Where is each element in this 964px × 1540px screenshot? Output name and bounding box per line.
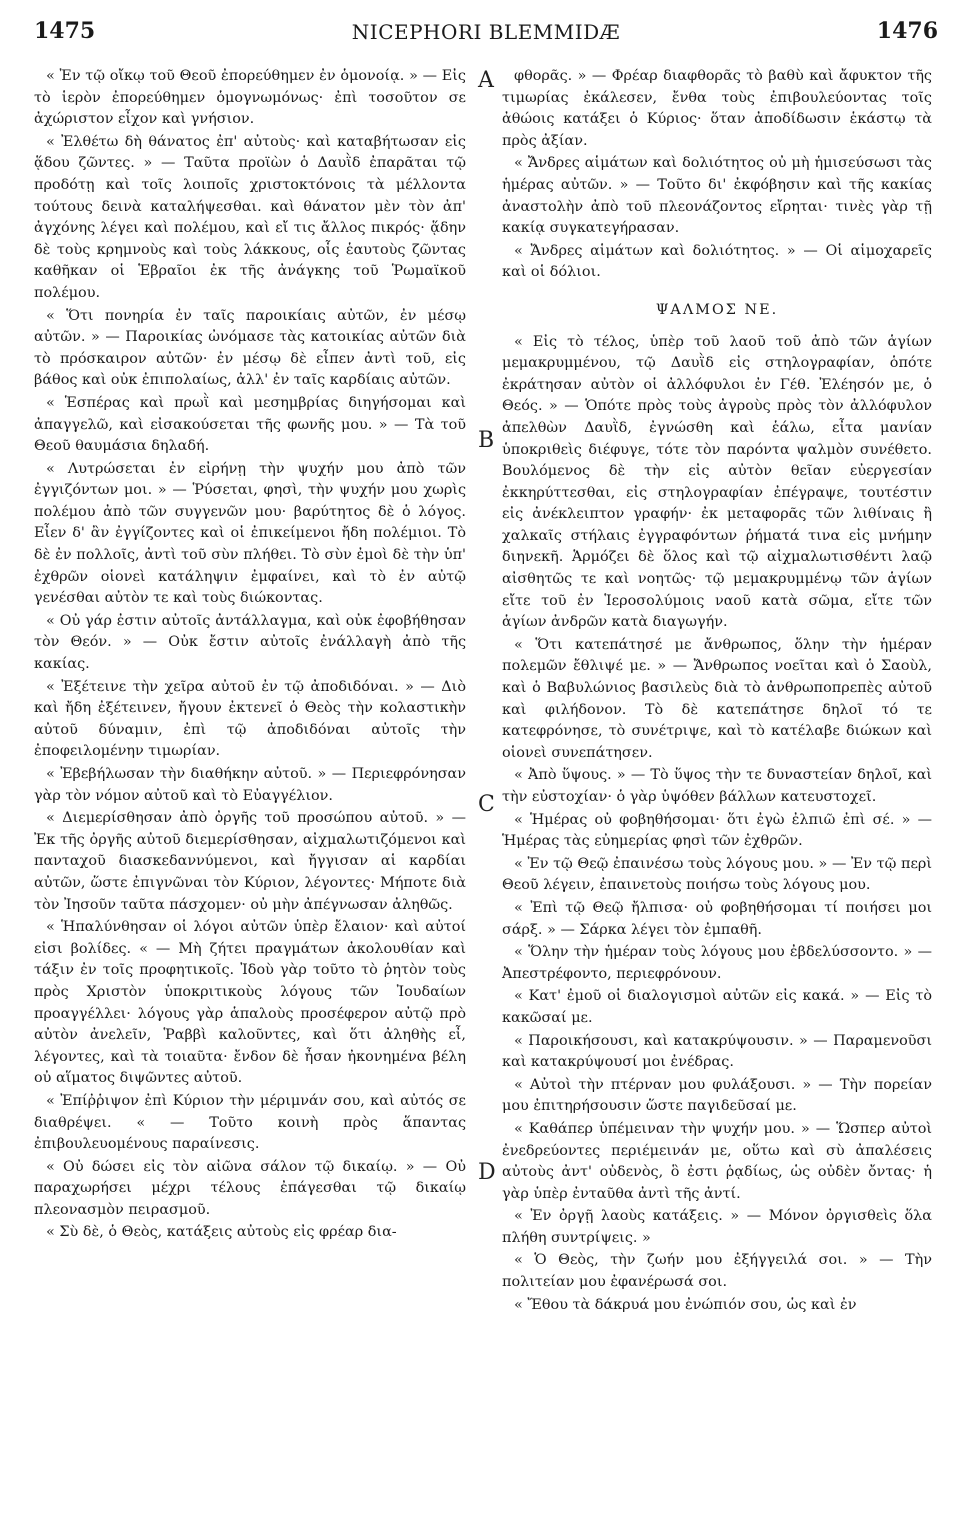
paragraph: « Ἡπαλύνθησαν οἱ λόγοι αὐτῶν ὑπὲρ ἔλαιον· καὶ αὐτοί εἰσι βολίδες. « — Μὴ ζήτει πραγμάτων ἀκολουθίαν καὶ τάξιν ἐν τοῖς προφητικοῖς. Ἰδοὺ γὰρ τοῦτο τὸ ῥητὸν τοὺς πρὸς Χριστὸν ὑποκριτικοὺς λόγους τῶν Ἰουδαίων προαγγέλλει· λόγους γὰρ ἁπαλοὺς προσέφερον αὐτῷ πρὸ αὐτὸν ἀνελεῖν, Ῥαββὶ καλοῦντες, καὶ ὅτι ἀληθὴς εἶ, λέγοντες, καὶ τὰ τοιαῦτα· ἔνδον δὲ ἦσαν ἠκονημένα βέλη οὐ αἵματος διψῶντες αὐτοῦ. <box>34 919 466 1087</box>
paragraph: « Ἐπὶ τῷ Θεῷ ἤλπισα· οὐ φοβηθήσομαι τί ποιήσει μοι σάρξ. » — Σάρκα λέγει τὸν ἐμπαθῆ. <box>502 899 932 938</box>
paragraph: « Ἄνδρες αἱμάτων καὶ δολιότητος οὐ μὴ ἡμισεύσωσι τὰς ἡμέρας αὐτῶν. » — Τοῦτο δι' ἐκφόβησιν καὶ τῆς κακίας ἀναστολὴν ἀπὸ τοῦ πλεονάζοντος εἴρηται· τινὲς γὰρ τῇ κακίᾳ συγκατεγήρασαν. <box>502 155 932 237</box>
paragraph: « Ἐλθέτω δὴ θάνατος ἐπ' αὐτοὺς· καὶ καταβήτωσαν εἰς ᾅδου ζῶντες. » — Ταῦτα προϊὼν ὁ Δαυῒδ ἐπαρᾶται τῷ προδότῃ καὶ τοῖς λοιποῖς χριστοκτόνοις τὰ μέλλοντα τούτους δεινὰ καταλήψεσθαι. καὶ θάνατον μὲν τὸν ἀπ' ἀγχόνης λέγει καὶ πολέμου, καὶ εἴ τις ἄλλος πικρός· ᾅδην δὲ τοὺς κρημνοὺς καὶ τοὺς λάκκους, οἷς ἑαυτοὺς ζῶντας καθῆκαν οἱ Ἑβραῖοι ἐκ τῆς ἀνάγκης τοῦ Ῥωμαϊκοῦ πολέμου. <box>34 133 466 301</box>
page-number-left: 1475 <box>34 18 96 44</box>
paragraph: « Ὅλην τὴν ἡμέραν τοὺς λόγους μου ἐβδελύσσοντο. » — Ἀπεστρέφοντο, περιεφρόνουν. <box>502 944 932 982</box>
margin-marker-c: C <box>478 792 495 817</box>
paragraph: « Ἄνδρες αἱμάτων καὶ δολιότητος. » — Οἱ αἱμοχαρεῖς καὶ οἱ δόλιοι. <box>502 242 932 281</box>
paragraph: « Ἐπίῤῥιψον ἐπὶ Κύριον τὴν μέριμνάν σου, καὶ αὐτός σε διαθρέψει. « — Τοῦτο κοινὴ πρὸς ἅπαντας ἐπιβουλευομένους παραίνεσις. <box>34 1092 466 1153</box>
paragraph: « Αὐτοὶ τὴν πτέρναν μου φυλάξουσι. » — Τὴν πορείαν μου ἐπιτηρήσουσιν ὥστε παγιδεῦσαί με. <box>502 1076 932 1115</box>
paragraph: « Εἰς τὸ τέλος, ὑπὲρ τοῦ λαοῦ τοῦ ἀπὸ τῶν ἁγίων μεμακρυμμένου, τῷ Δαυῒδ εἰς στηλογραφίαν, ὁπότε ἐκράτησαν αὐτὸν οἱ ἀλλόφυλοι ἐν Γέθ. Ἐλέησόν με, ὁ Θεός. » — Ὁπότε πρὸς τοὺς ἀγροὺς πρὸς τὸν ἀλλόφυλον ἀπελθὼν Δαυῒδ, ἐγνώσθη καὶ ἑάλω, εἶτα μανίαν ὑποκριθεὶς διέφυγε, τότε τὸν παρόντα ψαλμὸν συνέθετο. Βουλόμενος δὲ τὴν εἰς αὐτὸν θεῖαν εὐεργεσίαν ἐκκηρύττεσθαι, εἰς στηλογραφίαν ἐπέγραψε, τουτέστιν εἰς ἀνέκλειπτον γραφήν· ἐκ μεταφορᾶς τῶν λιθίναις ἢ χαλκαῖς στήλαις ἐγγραφόντων ῥήματά τινα εἰς μνήμην διηνεκῆ. Ἁρμόζει δὲ ὅλος καὶ τῷ αἰχμαλωτισθέντι λαῷ αἰσθητῶς τε καὶ νοητῶς· τῷ μεμακρυμμένῳ τῶν ἁγίων εἴτε τοῦ ἐν Ἱεροσολύμοις ναοῦ κατὰ σῶμα, εἴτε τῶν ἁγίων ἀνδρῶν κατὰ διαγωγήν. <box>502 333 932 631</box>
paragraph: « Ἐν τῷ Θεῷ ἐπαινέσω τοὺς λόγους μου. » — Ἐν τῷ περὶ Θεοῦ λέγειν, ἐπαινετοὺς ποιήσω τοὺς λόγους μου. <box>502 855 932 894</box>
paragraph: « Διεμερίσθησαν ἀπὸ ὀργῆς τοῦ προσώπου αὐτοῦ. » — Ἐκ τῆς ὀργῆς αὐτοῦ διεμερίσθησαν, αἰχμαλωτιζόμενοι καὶ πανταχοῦ διασκεδαννύμενοι, καὶ ἤγγισαν αἱ καρδίαι αὐτῶν, ὥστε ἐπιγνῶναι τὸν Κύριον, λέγοντες· Μήποτε διὰ τὸν Ἰησοῦν ταῦτα πάσχομεν· οὐ μὴν ἀπέγνωσαν ἀληθῶς. <box>34 810 466 913</box>
paragraph: « Καθάπερ ὑπέμειναν τὴν ψυχήν μου. » — Ὥσπερ αὐτοὶ ἐνεδρεύοντες περιέμεινάν με, οὕτω καὶ σὺ ἀπαλέσεις αὐτοὺς ἀντ' οὐδενὸς, ὃ ἐστι ῥᾳδίως, ὡς οὐδὲν ὄντας· ἡ γὰρ ὑπὲρ ἐνταῦθα ἀντὶ τῆς ἀντί. <box>502 1120 932 1202</box>
margin-marker-a: A <box>478 68 494 93</box>
paragraph: « Παροικήσουσι, καὶ κατακρύψουσιν. » — Παραμενοῦσι καὶ κατακρύψουσί μοι ἐνέδρας. <box>502 1032 932 1071</box>
psalm-heading: ΨΑΛΜΟΣ ΝΕ. <box>655 301 779 318</box>
paragraph: « Ἐβεβήλωσαν τὴν διαθήκην αὐτοῦ. » — Περιεφρόνησαν γὰρ τὸν νόμον αὐτοῦ καὶ τὸ Εὐαγγέλιον. <box>34 766 466 804</box>
paragraph: « Ἀπὸ ὕψους. » — Τὸ ὕψος τὴν τε δυναστείαν δηλοῖ, καὶ τὴν εὐστοχίαν· ὁ γὰρ ὑψόθεν βάλλων κατευστοχεῖ. <box>502 767 932 805</box>
paragraph: « Ἡμέρας οὐ φοβηθήσομαι· ὅτι ἐγὼ ἐλπιῶ ἐπὶ σέ. » — Ἡμέρας τὰς εὐημερίας φησὶ τῶν ἐχθρῶν. <box>502 811 932 850</box>
paragraph: « Οὐ δώσει εἰς τὸν αἰῶνα σάλον τῷ δικαίῳ. » — Οὐ παραχωρήσει μέχρι τέλους ἐπάγεσθαι τῷ δικαίῳ πλεονασμὸν πειρασμοῦ. <box>34 1158 466 1218</box>
paragraph: « Ἑσπέρας καὶ πρωῒ καὶ μεσημβρίας διηγήσομαι καὶ ἀπαγγελῶ, καὶ εἰσακούσεται τῆς φωνῆς μου. » — Τὰ τοῦ Θεοῦ θαυμάσια δηλαδή. <box>34 394 466 455</box>
paragraph: φθορᾶς. » — Φρέαρ διαφθορᾶς τὸ βαθὺ καὶ ἄφυκτον τῆς τιμωρίας ἐκάλεσεν, ἔνθα τοὺς ἐπιβουλεύοντας τοῖς ἀθώοις κατάξει ὁ Κύριος· ὅταν ἀποδίδωσιν ἑκάστῳ τὰ πρὸς ἀξίαν. <box>502 68 932 149</box>
page-header <box>34 18 938 52</box>
paragraph: « Ὅτι κατεπάτησέ με ἄνθρωπος, ὅλην τὴν ἡμέραν πολεμῶν ἔθλιψέ με. » — Ἄνθρωπος νοεῖται καὶ ὁ Σαοὺλ, καὶ ὁ Βαβυλώνιος βασιλεὺς διὰ τὸ ἀνθρωποπρεπὲς αὐτοῦ καὶ φιλήδονον. Τὸ δὲ κατεπάτησε δηλοῖ τό τε κατεφρόνησε, τὸ συνέτριψε, καὶ τὸ κατέλαβε διώκων καὶ οἱονεὶ συνεπάτησεν. <box>502 636 932 761</box>
paragraph: « Οὐ γάρ ἐστιν αὐτοῖς ἀντάλλαγμα, καὶ οὐκ ἐφοβήθησαν τὸν Θεόν. » — Οὐκ ἔστιν αὐτοῖς ἐνάλλαγὴ ἀπὸ τῆς κακίας. <box>34 612 466 673</box>
paragraph: « Ὁ Θεὸς, τὴν ζωήν μου ἐξήγγειλά σοι. » — Τὴν πολιτείαν μου ἐφανέρωσά σοι. <box>502 1252 932 1291</box>
margin-marker-b: B <box>478 428 495 453</box>
paragraph: « Ἐξέτεινε τὴν χεῖρα αὐτοῦ ἐν τῷ ἀποδιδόναι. » — Διὸ καὶ ἤδη ἐξέτεινεν, ἤγουν ἐκτενεῖ ὁ Θεὸς τὴν κολαστικὴν αὐτοῦ δύναμιν, ἐπὶ τῷ ἀποδιδόναι αὐτοῖς τὴν ἐποφειλομένην τιμωρίαν. <box>34 678 466 760</box>
paragraph: « Ὅτι πονηρία ἐν ταῖς παροικίαις αὐτῶν, ἐν μέσῳ αὐτῶν. » — Παροικίας ὠνόμασε τὰς κατοικίας αὐτῶν διὰ τὸ πρόσκαιρον αὐτῶν· ἐν μέσῳ δὲ εἶπεν ἀντὶ τοῦ, εἰς βάθος καὶ οὐκ ἐπιπολαίως, ἀλλ' ἐν ταῖς καρδίαις αὐτῶν. <box>34 307 466 389</box>
paragraph: « Σὺ δὲ, ὁ Θεὸς, κατάξεις αὐτοὺς εἰς φρέαρ δια- <box>46 1224 397 1241</box>
margin-marker-d: D <box>478 1160 496 1185</box>
paragraph: « Ἐν τῷ οἴκῳ τοῦ Θεοῦ ἐπορεύθημεν ἐν ὁμονοίᾳ. » — Εἰς τὸ ἱερὸν ἐπορεύθημεν ὁμογνωμόνως· ἐπὶ τοσοῦτον σε ἀχώριστον εἶχον καὶ γνήσιον. <box>34 68 466 128</box>
right-column <box>502 66 932 1317</box>
left-column <box>34 66 466 1245</box>
running-title: NICEPHORI BLEMMIDÆ <box>351 20 621 44</box>
paragraph: « Κατ' ἐμοῦ οἱ διαλογισμοὶ αὐτῶν εἰς κακά. » — Εἰς τὸ κακῶσαί με. <box>502 988 932 1026</box>
paragraph: « Λυτρώσεται ἐν εἰρήνῃ τὴν ψυχήν μου ἀπὸ τῶν ἐγγιζόντων μοι. » — Ῥύσεται, φησὶ, τὴν ψυχήν μου χωρὶς πολέμου ἀπὸ τῶν συγγενῶν μου· βαρύτητος δὲ ὁ λόγος. Εἶεν δ' ἂν ἐγγίζοντες καὶ οἱ ἐπικείμενοι ἤδη πολέμιοι. Τὸ δὲ ἐν πολλοῖς, ἀντὶ τοῦ σὺν πλήθει. Τὸ σὺν ἐμοὶ δὲ τὴν ὑπ' ἐχθρῶν οἱονεὶ κατάληψιν ἐμφαίνει, καὶ τὸ ἐν αὐτῷ γενέσθαι αὐτὸν τε καὶ τοὺς διώκοντας. <box>34 460 466 607</box>
paragraph: « Ἐν ὀργῇ λαοὺς κατάξεις. » — Μόνον ὀργισθεὶς ὅλα πλήθη συντρίψεις. » <box>502 1208 932 1246</box>
page-number-right: 1476 <box>876 18 938 44</box>
paragraph: « Ἔθου τὰ δάκρυά μου ἐνώπιόν σου, ὡς καὶ ἐν <box>514 1296 857 1313</box>
